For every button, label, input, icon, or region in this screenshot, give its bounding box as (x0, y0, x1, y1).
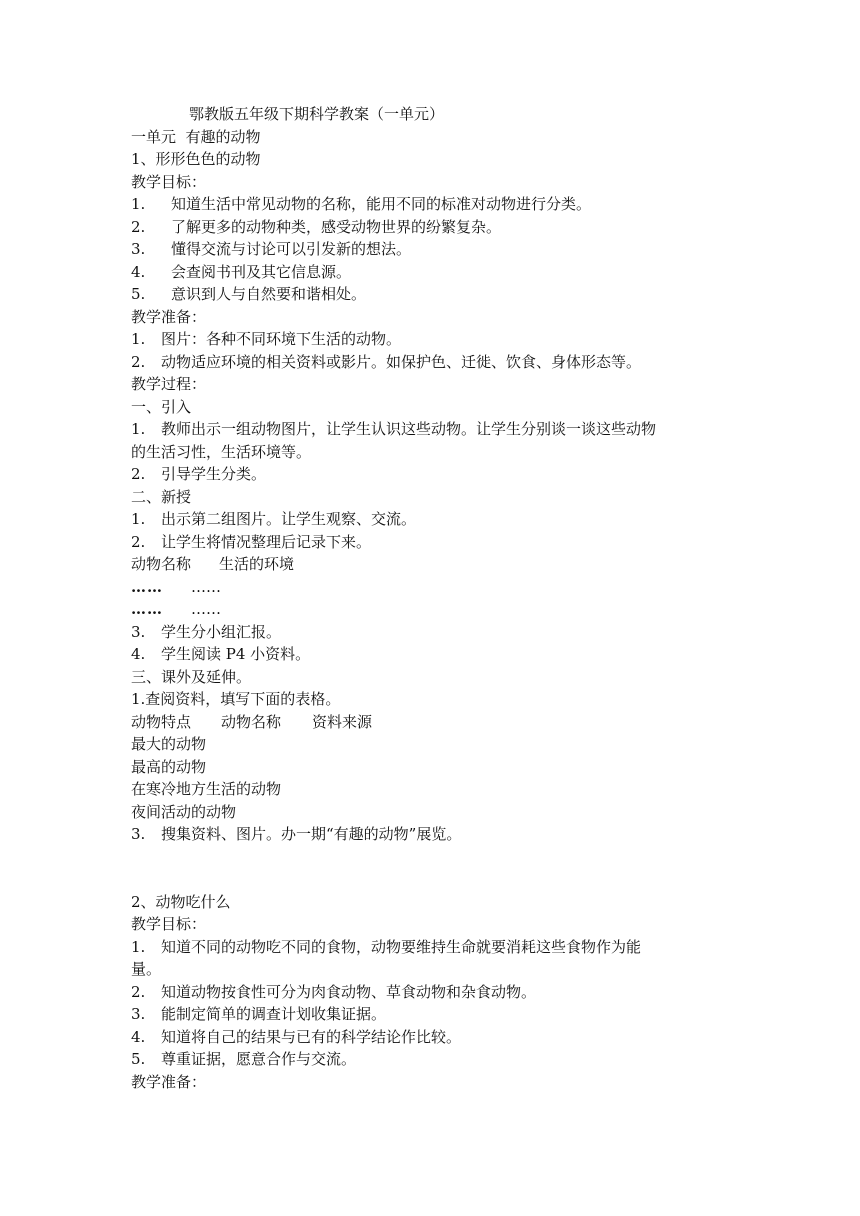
lesson1-goal-item (131, 238, 731, 261)
lesson1-goal-item (131, 283, 731, 306)
item-text: 意识到人与自然要和谐相处。 (171, 285, 367, 303)
lesson2-goal-item (131, 936, 731, 959)
extension-item (131, 823, 731, 846)
item-text: 搜集资料、图片。办一期“有趣的动物”展览。 (161, 825, 462, 843)
lesson1-prep-item (131, 351, 731, 374)
lesson1-goal-item (131, 216, 731, 239)
lesson2-prep-label: 教学准备： (131, 1072, 207, 1091)
item-text: 出示第二组图片。让学生观察、交流。 (161, 510, 417, 528)
document-body (131, 103, 731, 1093)
feature-table-row: 最大的动物 (131, 735, 207, 753)
table-cell: …… (191, 577, 221, 596)
item-number: 4. (131, 262, 146, 281)
lesson2-goal-item (131, 1048, 731, 1071)
item-text: 引导学生分类。 (161, 465, 267, 483)
item-text: 知道不同的动物吃不同的食物，动物要维持生命就要消耗这些食物作为能 (161, 937, 642, 956)
item-text: 会查阅书刊及其它信息源。 (171, 262, 352, 281)
item-text: 知道将自己的结果与已有的科学结论作比较。 (161, 1027, 462, 1046)
feature-table-header (131, 711, 731, 734)
table-header-cell: 动物名称 (221, 712, 282, 731)
item-text: 尊重证据，愿意合作与交流。 (161, 1050, 357, 1068)
record-table-header (131, 553, 731, 576)
item-number: 5. (131, 1050, 146, 1068)
section-spacer (131, 846, 731, 891)
item-text: 教师出示一组动物图片，让学生认识这些动物。让学生分别谈一谈这些动物 (161, 420, 657, 438)
intro-section-label: 一、引入 (131, 397, 192, 416)
intro-item (131, 418, 731, 441)
item-number: 2. (131, 352, 146, 371)
item-text: 知道生活中常见动物的名称，能用不同的标准对动物进行分类。 (171, 195, 592, 213)
item-text: 懂得交流与讨论可以引发新的想法。 (171, 240, 412, 258)
item-text: 能制定简单的调查计划收集证据。 (161, 1005, 387, 1023)
new-item (131, 508, 731, 531)
item-number: 1. (131, 195, 146, 213)
item-text: 学生分小组汇报。 (161, 622, 282, 641)
item-text: 学生阅读 P4 小资料。 (161, 645, 311, 663)
lesson1-goal-item (131, 193, 731, 216)
item-number: 3. (131, 825, 146, 843)
lesson1-prep-label: 教学准备： (131, 307, 207, 326)
lesson1-heading: 1、形形色色的动物 (131, 150, 261, 168)
record-table-row (131, 598, 731, 621)
item-number: 4. (131, 645, 146, 663)
table-cell: …… (131, 600, 163, 618)
item-text: 知道动物按食性可分为肉食动物、草食动物和杂食动物。 (161, 982, 537, 1001)
table-header-cell: 生活的环境 (219, 555, 295, 573)
intro-item (131, 463, 731, 486)
table-cell: …… (191, 600, 221, 618)
table-cell: …… (131, 577, 163, 596)
item-text: 了解更多的动物种类，感受动物世界的纷繁复杂。 (171, 217, 502, 236)
item-number: 4. (131, 1027, 146, 1046)
document-title: 鄂教版五年级下期科学教案（一单元） (189, 105, 445, 123)
lesson1-goals-label: 教学目标： (131, 172, 207, 191)
item-number: 1. (131, 330, 146, 348)
lesson1-process-label: 教学过程： (131, 375, 207, 393)
item-text: 让学生将情况整理后记录下来。 (161, 532, 372, 551)
lesson1-prep-item (131, 328, 731, 351)
item-number: 2. (131, 465, 146, 483)
item-number: 2. (131, 982, 146, 1001)
lesson2-goal-continuation: 量。 (131, 960, 162, 978)
item-text: 图片：各种不同环境下生活的动物。 (161, 330, 402, 348)
record-table-row (131, 576, 731, 599)
item-number: 2. (131, 532, 146, 551)
feature-table-row: 夜间活动的动物 (131, 802, 237, 821)
item-number: 3. (131, 622, 146, 641)
item-number: 3. (131, 240, 146, 258)
feature-table-row: 在寒冷地方生活的动物 (131, 780, 282, 798)
lesson2-heading: 2、动物吃什么 (131, 892, 231, 911)
lesson2-goal-item (131, 1026, 731, 1049)
item-number: 3. (131, 1005, 146, 1023)
feature-table-row: 最高的动物 (131, 757, 207, 776)
new-item (131, 621, 731, 644)
table-header-cell: 动物特点 (131, 712, 192, 731)
table-header-cell: 资料来源 (312, 712, 373, 731)
extension-item: 1.查阅资料，填写下面的表格。 (131, 690, 341, 708)
new-section-label: 二、新授 (131, 487, 192, 506)
extension-section-label: 三、课外及延伸。 (131, 667, 252, 686)
unit-heading: 一单元 有趣的动物 (131, 127, 261, 146)
item-number: 1. (131, 937, 146, 956)
item-text: 动物适应环境的相关资料或影片。如保护色、迁徙、饮食、身体形态等。 (161, 352, 642, 371)
item-number: 2. (131, 217, 146, 236)
intro-item-continuation: 的生活习性，生活环境等。 (131, 442, 312, 461)
lesson2-goal-item (131, 1003, 731, 1026)
lesson2-goals-label: 教学目标： (131, 915, 207, 933)
table-header-cell: 动物名称 (131, 555, 192, 573)
new-item (131, 643, 731, 666)
lesson1-goal-item (131, 261, 731, 284)
item-number: 1. (131, 420, 146, 438)
item-number: 5. (131, 285, 146, 303)
new-item (131, 531, 731, 554)
item-number: 1. (131, 510, 146, 528)
lesson2-goal-item (131, 981, 731, 1004)
